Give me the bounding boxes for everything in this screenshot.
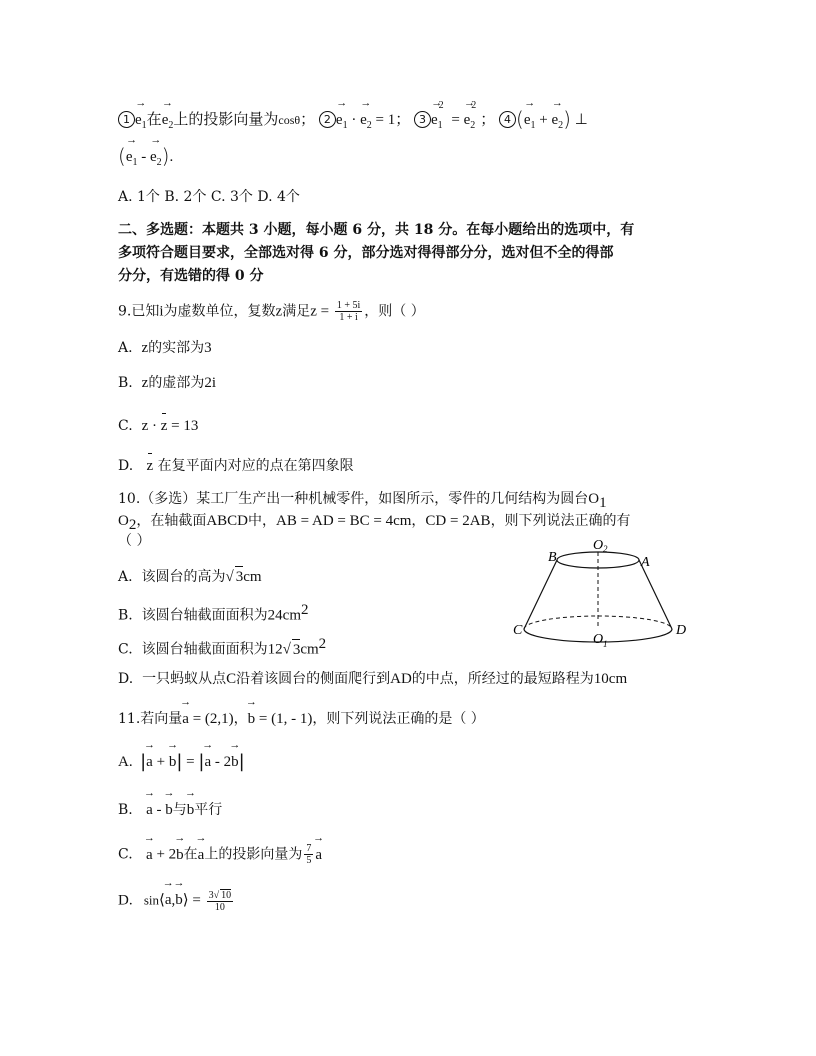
expr-part: = 13 — [167, 418, 199, 434]
circled-number-3: 3 — [414, 111, 431, 128]
minus: - — [152, 802, 166, 818]
sqrt-radicand: 3 — [292, 639, 301, 660]
sin-func: sin — [143, 892, 160, 908]
vector-a: → a — [198, 845, 205, 865]
q11-option-c — [118, 843, 322, 866]
q9-stem-c: 满足 — [282, 303, 311, 320]
option-text: 在复平面内对应的点在第四象限 — [153, 458, 354, 474]
q11-option-d — [118, 889, 235, 913]
section2-line2: 多项符合题目要求，全部选对得 6 分，部分选对得得部分分，选对但不全的得部 — [118, 245, 614, 261]
equals: = — [447, 112, 464, 128]
comma: ， — [233, 711, 248, 727]
semicolon: ； — [300, 112, 316, 128]
eq-one: = 1 — [371, 112, 396, 128]
q9-option-b — [118, 373, 216, 393]
option-label: B. — [118, 607, 133, 624]
option-text: 沿着该圆台的侧面爬行到 — [236, 671, 391, 687]
option-text: 一只蚂蚁从点 — [142, 671, 227, 687]
option-label: D. — [118, 671, 134, 687]
vector-a: → a — [146, 845, 153, 865]
q9-option-a — [118, 338, 212, 358]
q11-stem — [118, 709, 485, 729]
vector-b: → b — [231, 752, 239, 772]
vector-b: → b — [169, 752, 177, 772]
vector-b: → b — [176, 845, 184, 865]
option-label: B. — [118, 802, 133, 818]
vector-a: → a — [146, 752, 153, 772]
comma: , — [171, 892, 176, 909]
segment-AD: AD — [390, 671, 412, 687]
frac-denominator: 10 — [214, 902, 225, 913]
var-z: z — [275, 303, 283, 320]
q10-text: 中， — [248, 513, 277, 529]
option-value: 10cm — [593, 671, 628, 687]
cos-theta: cosθ — [278, 113, 301, 127]
q10-option-d — [118, 669, 627, 689]
semicolon: ； — [395, 112, 411, 128]
var-z: z — [141, 340, 149, 356]
option-text: 与 — [172, 802, 187, 818]
plus: + — [152, 846, 169, 863]
plus: + — [152, 754, 169, 770]
left-angle: ⟨ — [159, 892, 165, 909]
option-value: 24cm — [267, 607, 301, 624]
option-text: 该圆台轴截面面积为 — [141, 641, 268, 658]
q11-text: ，则下列说法正确的是（ ） — [312, 711, 485, 727]
vector-e2: → $e_2$ — [162, 110, 174, 136]
var-z: z — [141, 375, 149, 391]
option-label: A. — [118, 340, 133, 356]
vector-e1: → $e_1$ — [524, 110, 536, 136]
vector-e1: → $e_1$ — [431, 110, 443, 136]
subscript: 1 — [599, 494, 607, 511]
frustum-figure — [506, 530, 706, 650]
label-O2-sub: 2 — [603, 544, 608, 554]
label-D: D — [676, 623, 687, 638]
period: . — [169, 149, 174, 165]
equals: = — [188, 892, 205, 909]
option-label: C. — [118, 846, 133, 863]
vector-b: → b — [248, 709, 256, 729]
unit: cm — [300, 641, 319, 658]
option-text: 的实部为 — [148, 340, 205, 356]
vector-e1: → $e_1$ — [135, 110, 147, 136]
option-text: 在 — [183, 846, 198, 863]
sqrt-radicand: 10 — [221, 890, 232, 901]
circled-number-4: 4 — [499, 111, 516, 128]
option-label: B. — [118, 375, 133, 391]
point-C: C — [226, 671, 237, 687]
frac-numerator: 3 — [208, 890, 214, 901]
equals: = — [182, 754, 199, 770]
q10-option-b — [118, 600, 308, 626]
option-label: C. — [118, 641, 133, 658]
vector-a: → a — [165, 890, 172, 910]
label-O1-sub: 1 — [603, 639, 608, 649]
circled-number-1: 1 — [118, 111, 135, 128]
q10-stem-line3: （ ） — [118, 533, 151, 549]
vector-a: → a — [146, 800, 153, 820]
frac-numerator: 1 + 5i — [336, 300, 361, 311]
q8-options: A. 1个 B. 2个 C. 3个 D. 4个 — [118, 189, 300, 205]
point-O: O — [588, 491, 600, 507]
option-label: C. — [118, 418, 133, 434]
section2-line1: 二、多选题：本题共 3 小题，每小题 6 分，共 18 分。在每小题给出的选项中，有 — [118, 222, 635, 238]
q9-stem-a: 9.已知 — [118, 303, 160, 320]
superscript: 2 — [318, 636, 327, 652]
right-angle: ⟩ — [182, 892, 189, 909]
frac-numerator: 7 — [306, 843, 312, 854]
q10-text: ，在轴截面 — [136, 513, 207, 529]
option-text: 上的投影向量为 — [204, 846, 303, 863]
q9-fraction — [335, 300, 362, 323]
frac-denominator: 1 + i — [339, 312, 358, 323]
vector-b: → b — [175, 890, 183, 910]
z-conjugate: z — [146, 458, 154, 474]
vector-a: → a — [315, 845, 322, 865]
q10-option-c: C. 该圆台轴截面面积为12√ $3cm^2$ — [118, 636, 327, 658]
text-zai: 在 — [146, 112, 162, 128]
q10-text: 10.（多选）某工厂生产出一种机械零件，如图所示，零件的几何结构为圆台 — [118, 491, 589, 507]
option-text: 的中点，所经过的最短路程为 — [411, 671, 594, 687]
q10-equation: CD = 2AB — [425, 513, 491, 529]
vector-e2: → $e_2$ — [464, 110, 476, 136]
q9-stem — [118, 300, 425, 323]
semicolon: ； — [480, 112, 496, 128]
option-value: 12 — [267, 641, 283, 658]
z-equals: z = — [310, 303, 333, 320]
vector-e1: → $e_1$ — [126, 147, 138, 173]
z-conjugate: z — [160, 418, 168, 434]
coef-2: 2 — [168, 846, 177, 863]
option-text: 该圆台轴截面面积为 — [141, 607, 268, 624]
frac-denominator: 5 — [306, 855, 312, 866]
q11-text: 11.若向量 — [118, 711, 183, 727]
option-value: 2i — [204, 375, 216, 391]
label-B: B — [548, 550, 557, 565]
q11-option-a: A. |→ a + → b| = |→ a - 2→ b| — [118, 752, 245, 772]
minus: - — [211, 754, 224, 770]
q9-option-c — [118, 416, 198, 436]
sqrt-radicand: 3 — [235, 566, 244, 587]
q11-option-b — [118, 800, 222, 820]
vector-b-value: = (1, - 1) — [255, 711, 313, 727]
q9-option-d — [118, 456, 354, 476]
option-text: 平行 — [194, 802, 223, 818]
option-text: 的虚部为 — [148, 375, 205, 391]
option-label: A. — [118, 754, 133, 770]
label-O1: O — [593, 632, 604, 647]
option-label: A. — [118, 569, 133, 585]
q10-equation: AB = AD = BC = 4cm — [276, 513, 412, 529]
unit: cm — [243, 569, 262, 585]
vector-e2: → $e_2$ — [552, 110, 564, 136]
superscript: 2 — [300, 602, 309, 618]
text-projection: 上的投影向量为 — [173, 112, 279, 128]
q8-statements-line: $1\to e_1$在→ $e_2$上的投影向量为cosθ； $2\to e_1$ · → $e_2 = 1$； $3\to e_1^2$ = → $e_2^2$； 4 (→ $e_1$ + → $e_2$) ⊥ — [118, 106, 588, 136]
label-O2: O — [593, 538, 604, 553]
vector-a: → a — [182, 709, 189, 729]
q9-stem-d: ，则（ ） — [364, 303, 425, 320]
q10-text: ，则下列说法正确的有 — [490, 513, 631, 529]
option-label: D. — [118, 458, 134, 474]
q9-stem-b: 为虚数单位，复数 — [163, 303, 276, 320]
expr-part: z · — [141, 418, 161, 434]
vector-a-value: = (2,1) — [188, 711, 234, 727]
q10-text: ， — [411, 513, 426, 529]
fraction-7-5 — [304, 843, 313, 866]
vector-b: → b — [165, 800, 173, 820]
vector-b: → b — [187, 800, 195, 820]
fraction-3sqrt10-10: $\frac{3√ 10}{10}$ — [208, 890, 232, 913]
label-A: A — [641, 555, 650, 570]
point-O: O — [118, 513, 129, 529]
label-C: C — [513, 623, 523, 638]
circled-number-2: 2 — [319, 111, 336, 128]
section2-line3: 分分，有选错的得 0 分 — [118, 268, 264, 284]
perp-symbol: ⊥ — [570, 112, 588, 128]
option-text: 该圆台的高为 — [141, 569, 226, 585]
vector-a: → a — [204, 752, 211, 772]
vector-e2: → $e_2$ — [360, 110, 372, 136]
q10-option-a: A. 该圆台的高为√ 3cm — [118, 566, 262, 587]
subscript: 2 — [128, 516, 137, 533]
option-label: D. — [118, 892, 133, 909]
vector-e2: → $e_2$ — [150, 147, 162, 173]
vector-e1: → $e_1$ — [336, 110, 348, 136]
option-value: 3 — [204, 340, 212, 356]
q10-stem-line1 — [118, 489, 607, 513]
imag-unit: i — [159, 303, 164, 320]
quad-abcd: ABCD — [206, 513, 249, 529]
q8-statement4-cont: (→ $e_1$ - → $e_2$). — [118, 146, 173, 173]
coef-2: 2 — [223, 754, 232, 770]
